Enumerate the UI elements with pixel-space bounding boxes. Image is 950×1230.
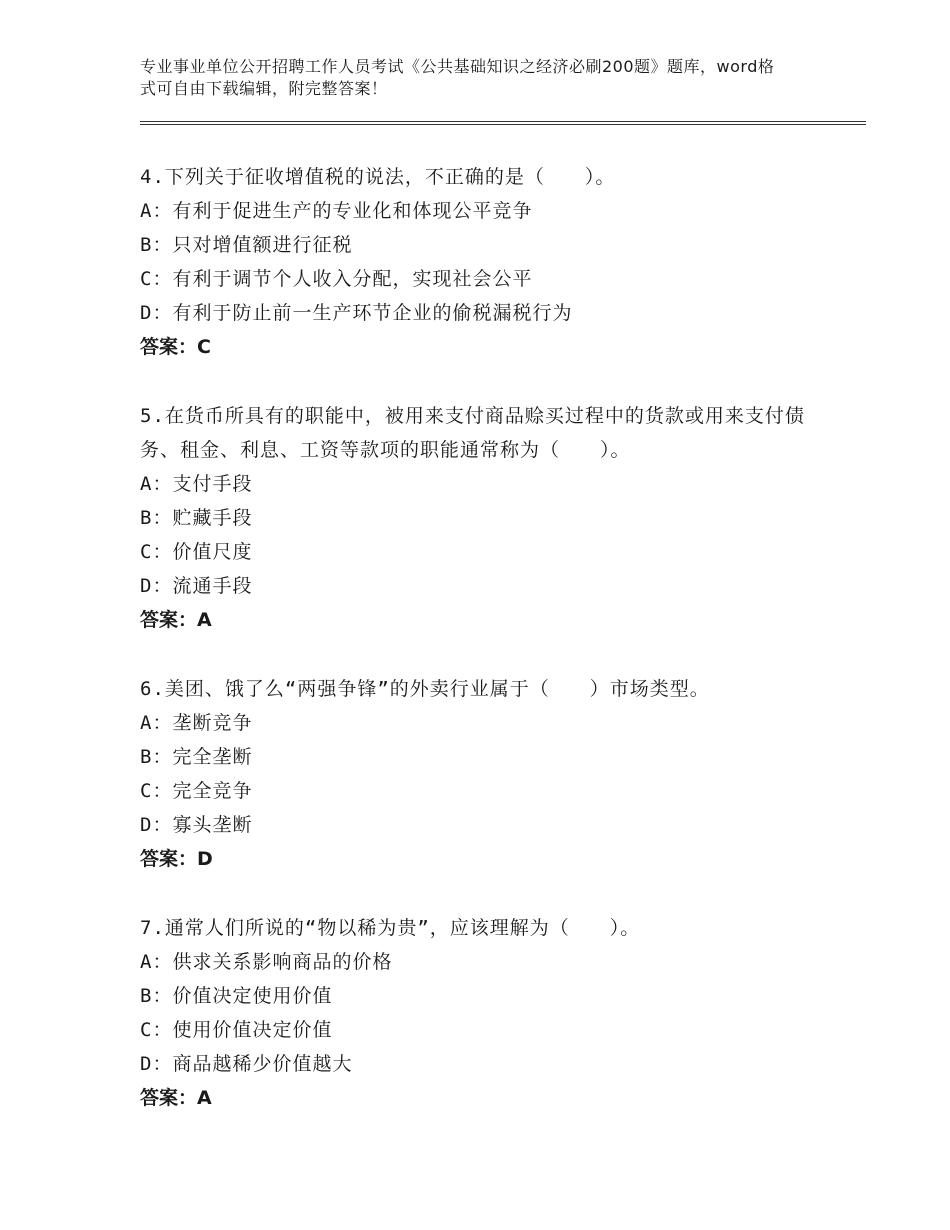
answer: 答案：C <box>140 336 211 358</box>
option-b: B：贮藏手段 <box>140 507 253 529</box>
option-d: D：有利于防止前一生产环节企业的偷税漏税行为 <box>140 302 573 324</box>
answer: 答案：A <box>140 1087 212 1109</box>
question-block <box>140 911 820 1115</box>
answer: 答案：A <box>140 609 212 631</box>
option-b: B：完全垄断 <box>140 746 253 768</box>
header-divider-bottom <box>140 124 866 125</box>
header-divider-top <box>140 121 866 122</box>
option-d: D：流通手段 <box>140 575 253 597</box>
option-b: B：只对增值额进行征税 <box>140 234 353 256</box>
option-a: A：供求关系影响商品的价格 <box>140 951 393 973</box>
document-header <box>140 56 780 100</box>
question-stem: 5.在货币所具有的职能中，被用来支付商品赊买过程中的货款或用来支付债务、租金、利息、工资等款项的职能通常称为（ ）。 <box>140 405 805 461</box>
option-a: A：有利于促进生产的专业化和体现公平竞争 <box>140 200 533 222</box>
option-c: C：完全竞争 <box>140 780 253 802</box>
option-a: A：垄断竞争 <box>140 712 253 734</box>
question-block <box>140 672 820 876</box>
option-c: C：有利于调节个人收入分配，实现社会公平 <box>140 268 533 290</box>
answer: 答案：D <box>140 848 213 870</box>
option-c: C：使用价值决定价值 <box>140 1019 333 1041</box>
option-d: D：寡头垄断 <box>140 814 253 836</box>
option-c: C：价值尺度 <box>140 541 253 563</box>
question-stem: 7.通常人们所说的“物以稀为贵”，应该理解为（ ）。 <box>140 917 641 939</box>
question-block <box>140 160 820 364</box>
question-stem: 6.美团、饿了么“两强争锋”的外卖行业属于（ ）市场类型。 <box>140 678 710 700</box>
document-title: 专业事业单位公开招聘工作人员考试《公共基础知识之经济必刷200题》题库，word格式可自由下载编辑，附完整答案！ <box>140 57 775 98</box>
option-d: D：商品越稀少价值越大 <box>140 1053 353 1075</box>
question-block <box>140 399 820 637</box>
question-stem: 4.下列关于征收增值税的说法，不正确的是（ ）。 <box>140 166 616 188</box>
option-b: B：价值决定使用价值 <box>140 985 333 1007</box>
option-a: A：支付手段 <box>140 473 253 495</box>
